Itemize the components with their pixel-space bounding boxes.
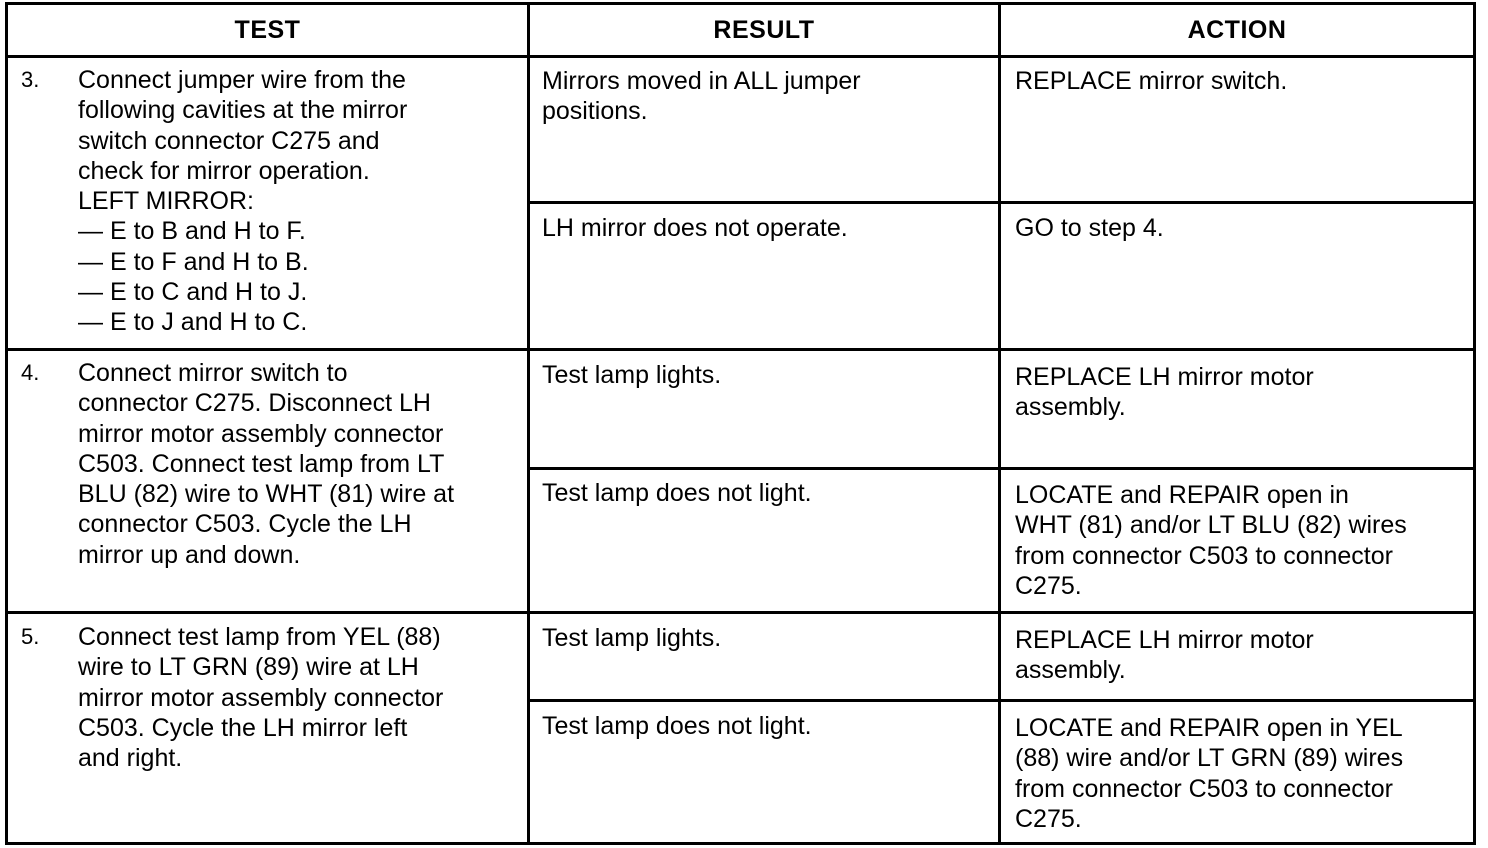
action-line: GO to step 4.: [1015, 214, 1164, 242]
test-line: — E to C and H to J.: [78, 278, 308, 307]
test-line: C503. Connect test lamp from LT: [78, 449, 445, 478]
test-line: LEFT MIRROR:: [78, 187, 254, 216]
row-divider: [8, 611, 1473, 614]
action-line: C275.: [1015, 571, 1082, 600]
header-result: RESULT: [713, 15, 815, 44]
result-line: Test lamp lights.: [542, 624, 722, 652]
result-cell: [542, 66, 861, 127]
action-line: LOCATE and REPAIR open in YEL: [1015, 714, 1403, 742]
test-line: mirror motor assembly connector: [78, 419, 444, 448]
step-number: 4.: [21, 360, 40, 385]
outcome-divider: [527, 467, 1473, 470]
column-divider: [527, 5, 530, 842]
action-line: REPLACE mirror switch.: [1015, 67, 1288, 95]
action-line: LOCATE and REPAIR open in: [1015, 481, 1349, 509]
test-line: connector C275. Disconnect LH: [78, 389, 431, 418]
result-line: Test lamp lights.: [542, 361, 722, 389]
result-cell: [542, 711, 812, 741]
test-line: — E to J and H to C.: [78, 308, 308, 337]
action-line: WHT (81) and/or LT BLU (82) wires: [1015, 511, 1407, 540]
test-line: connector C503. Cycle the LH: [78, 510, 412, 539]
header-divider: [8, 55, 1473, 58]
action-line: from connector C503 to connector: [1015, 774, 1393, 803]
test-line: Connect jumper wire from the: [78, 66, 406, 94]
test-line: following cavities at the mirror: [78, 96, 408, 125]
result-line: Mirrors moved in ALL jumper: [542, 67, 861, 95]
test-line: switch connector C275 and: [78, 126, 380, 155]
test-line: and right.: [78, 744, 183, 773]
action-line: assembly.: [1015, 656, 1126, 685]
action-line: (88) wire and/or LT GRN (89) wires: [1015, 744, 1404, 773]
action-cell: [1015, 625, 1314, 686]
column-divider: [998, 5, 1001, 842]
result-line: Test lamp does not light.: [542, 479, 812, 507]
test-line: wire to LT GRN (89) wire at LH: [78, 653, 419, 682]
step-number: 3.: [21, 67, 40, 92]
test-line: check for mirror operation.: [78, 156, 370, 185]
action-line: assembly.: [1015, 393, 1126, 422]
action-line: REPLACE LH mirror motor: [1015, 626, 1314, 654]
diagnostic-table: [5, 2, 1476, 845]
result-cell: [542, 623, 721, 653]
test-cell: [78, 622, 443, 773]
action-line: C275.: [1015, 804, 1082, 833]
test-line: Connect test lamp from YEL (88): [78, 623, 441, 651]
result-cell: [542, 360, 721, 390]
action-line: REPLACE LH mirror motor: [1015, 363, 1314, 391]
result-cell: [542, 213, 848, 243]
result-line: Test lamp does not light.: [542, 712, 812, 740]
header-action: ACTION: [1187, 15, 1287, 44]
test-cell: [78, 65, 407, 338]
test-cell: [78, 358, 454, 570]
row-divider: [8, 348, 1473, 351]
action-line: from connector C503 to connector: [1015, 541, 1393, 570]
action-cell: [1015, 213, 1164, 243]
test-line: C503. Cycle the LH mirror left: [78, 713, 408, 742]
result-cell: [542, 478, 812, 508]
result-line: LH mirror does not operate.: [542, 214, 848, 242]
action-cell: [1015, 480, 1407, 601]
test-line: BLU (82) wire to WHT (81) wire at: [78, 480, 455, 509]
action-cell: [1015, 713, 1403, 834]
test-line: mirror up and down.: [78, 540, 301, 569]
test-line: mirror motor assembly connector: [78, 683, 444, 712]
test-line: — E to F and H to B.: [78, 247, 309, 276]
outcome-divider: [527, 201, 1473, 204]
test-line: Connect mirror switch to: [78, 359, 348, 387]
step-number: 5.: [21, 624, 40, 649]
result-line: positions.: [542, 97, 648, 126]
test-line: — E to B and H to F.: [78, 217, 306, 246]
action-cell: [1015, 66, 1287, 96]
action-cell: [1015, 362, 1314, 423]
outcome-divider: [527, 699, 1473, 702]
header-test: TEST: [234, 15, 301, 44]
